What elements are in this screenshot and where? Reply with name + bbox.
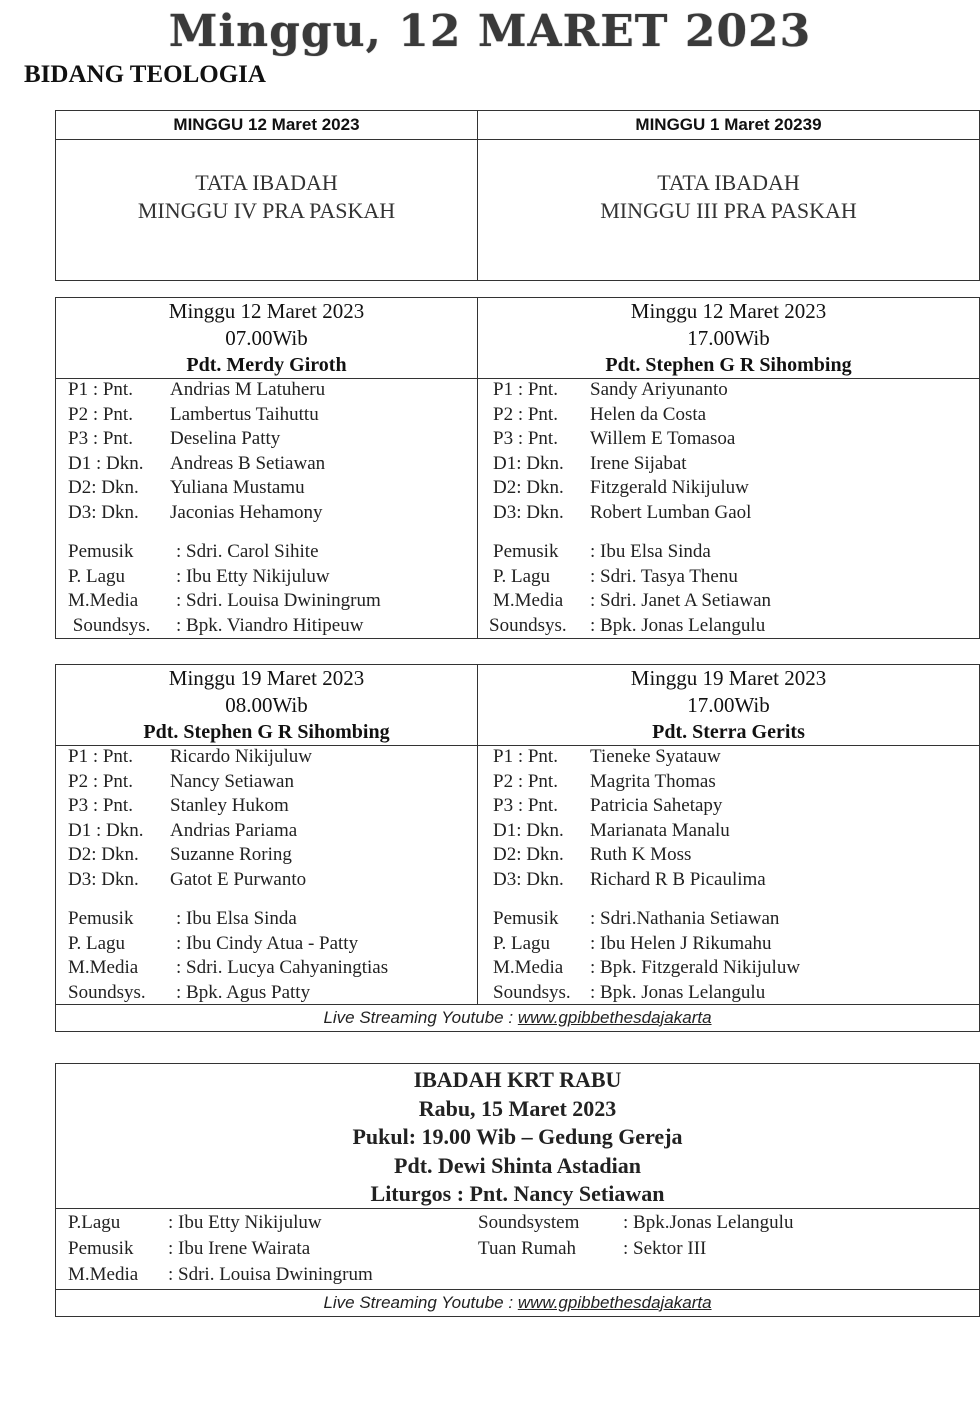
service-role-row: M.Media : Bpk. Fitzgerald Nikijuluw: [493, 957, 801, 978]
liturgy-left-date: MINGGU 12 Maret 2023: [173, 115, 360, 134]
liturgy-left-line2: MINGGU IV PRA PASKAH: [137, 198, 396, 223]
role-row: P1 : Pnt. Tieneke Syatauw: [493, 746, 721, 767]
service-2: [478, 298, 979, 638]
service-time: 17.00Wib: [687, 326, 770, 350]
role-row: P3 : Pnt. Stanley Hukom: [68, 795, 289, 816]
role-row: D2: Dkn. Ruth K Moss: [493, 844, 692, 865]
service-role-row: P. Lagu : Ibu Etty Nikijuluw: [68, 565, 330, 587]
role-row: D2: Dkn. Suzanne Roring: [68, 844, 292, 865]
liturgy-right-line1: TATA IBADAH: [657, 170, 800, 195]
krt-right-roles: [478, 1210, 793, 1262]
service-role-row: P. Lagu : Ibu Helen J Rikumahu: [493, 932, 772, 954]
service-role-row: Soundsys. : Bpk. Jonas Lelangulu: [489, 614, 766, 636]
role-row: P3 : Pnt. Patricia Sahetapy: [493, 795, 723, 816]
service-pastor: Pdt. Merdy Giroth: [186, 354, 347, 376]
liturgy-table: [55, 110, 980, 281]
krt-left-roles: [68, 1210, 373, 1288]
service-role-row: Pemusik : Ibu Elsa Sinda: [68, 908, 297, 929]
liturgy-left-line1: TATA IBADAH: [195, 170, 338, 195]
section-title: BIDANG TEOLOGIA: [24, 61, 266, 88]
service-3: [56, 665, 477, 1005]
role-row: P2 : Pnt. Helen da Costa: [493, 403, 707, 425]
krt-role-row: Soundsystem : Bpk.Jonas Lelangulu: [478, 1212, 794, 1233]
service-role-row: M.Media : Sdri. Louisa Dwiningrum: [68, 590, 381, 611]
service-role-row: M.Media : Sdri. Janet A Setiawan: [493, 590, 772, 611]
service-1: [56, 298, 477, 638]
schedule-week12: [55, 297, 980, 639]
service-date: Minggu 19 Maret 2023: [630, 666, 827, 690]
krt-title: IBADAH KRT RABU: [413, 1067, 622, 1092]
role-row: P2 : Pnt. Nancy Setiawan: [68, 770, 294, 792]
service-role-row: Pemusik : Sdri.Nathania Setiawan: [493, 908, 780, 929]
schedule-week19: [55, 664, 980, 1032]
role-row: P1 : Pnt. Sandy Ariyunanto: [493, 379, 728, 400]
service-date: Minggu 19 Maret 2023: [168, 666, 365, 690]
role-row: P3 : Pnt. Deselina Patty: [68, 428, 281, 449]
livestream-link[interactable]: www.gpibbethesdajakarta: [517, 1293, 712, 1312]
service-role-row: P. Lagu : Ibu Cindy Atua - Patty: [68, 932, 359, 954]
service-time: 08.00Wib: [225, 693, 308, 717]
krt-date: Rabu, 15 Maret 2023: [418, 1095, 617, 1121]
role-row: P1 : Pnt. Andrias M Latuheru: [68, 379, 326, 400]
krt-time: Pukul: 19.00 Wib – Gedung Gereja: [352, 1124, 683, 1149]
livestream-line: [56, 1005, 979, 1031]
page-title: Minggu, 12 MARET 2023: [168, 6, 812, 57]
krt-service: [55, 1063, 980, 1317]
service-time: 07.00Wib: [225, 326, 308, 350]
service-role-row: Soundsys. : Bpk. Agus Patty: [68, 981, 311, 1003]
livestream-label: Live Streaming Youtube :: [323, 1293, 518, 1312]
service-role-row: Pemusik : Sdri. Carol Sihite: [68, 541, 319, 562]
role-row: D3: Dkn. Gatot E Purwanto: [68, 868, 307, 890]
role-row: P2 : Pnt. Magrita Thomas: [493, 770, 716, 792]
role-row: P2 : Pnt. Lambertus Taihuttu: [68, 403, 319, 425]
role-row: D1 : Dkn. Andrias Pariama: [68, 819, 298, 841]
krt-role-row: Tuan Rumah : Sektor III: [478, 1238, 707, 1259]
livestream-line: [56, 1290, 979, 1316]
liturgy-right-line2: MINGGU III PRA PASKAH: [600, 198, 857, 223]
role-row: D3: Dkn. Robert Lumban Gaol: [493, 501, 752, 523]
service-date: Minggu 12 Maret 2023: [630, 299, 827, 323]
krt-pastor: Pdt. Dewi Shinta Astadian: [394, 1152, 641, 1178]
role-row: D2: Dkn. Fitzgerald Nikijuluw: [493, 477, 749, 498]
role-row: D2: Dkn. Yuliana Mustamu: [68, 477, 305, 498]
service-role-row: M.Media : Sdri. Lucya Cahyaningtias: [68, 957, 389, 978]
service-4: [478, 665, 979, 1005]
service-date: Minggu 12 Maret 2023: [168, 299, 365, 323]
krt-role-row: M.Media : Sdri. Louisa Dwiningrum: [68, 1264, 373, 1285]
liturgy-right: [478, 111, 979, 280]
role-row: D1: Dkn. Marianata Manalu: [493, 819, 730, 841]
krt-role-row: P.Lagu : Ibu Etty Nikijuluw: [68, 1212, 322, 1233]
role-row: D3: Dkn. Richard R B Picaulima: [493, 868, 766, 890]
krt-role-row: Pemusik : Ibu Irene Wairata: [68, 1238, 311, 1259]
service-role-row: P. Lagu : Sdri. Tasya Thenu: [493, 565, 738, 587]
role-row: P3 : Pnt. Willem E Tomasoa: [493, 428, 736, 449]
role-row: D3: Dkn. Jaconias Hehamony: [68, 501, 323, 523]
role-row: D1: Dkn. Irene Sijabat: [493, 452, 687, 474]
service-pastor: Pdt. Sterra Gerits: [652, 721, 805, 743]
service-role-row: Pemusik : Ibu Elsa Sinda: [493, 541, 711, 562]
service-role-row: Soundsys. : Bpk. Viandro Hitipeuw: [68, 614, 364, 636]
role-row: P1 : Pnt. Ricardo Nikijuluw: [68, 746, 312, 767]
krt-liturgos: Liturgos : Pnt. Nancy Setiawan: [370, 1181, 665, 1206]
service-pastor: Pdt. Stephen G R Sihombing: [143, 721, 390, 743]
liturgy-left: [56, 111, 477, 280]
livestream-link[interactable]: www.gpibbethesdajakarta: [517, 1008, 712, 1027]
role-row: D1 : Dkn. Andreas B Setiawan: [68, 452, 326, 474]
service-pastor: Pdt. Stephen G R Sihombing: [605, 354, 852, 376]
liturgy-right-date: MINGGU 1 Maret 20239: [635, 115, 822, 134]
service-role-row: Soundsys. : Bpk. Jonas Lelangulu: [493, 981, 766, 1003]
service-time: 17.00Wib: [687, 693, 770, 717]
livestream-label: Live Streaming Youtube :: [323, 1008, 518, 1027]
